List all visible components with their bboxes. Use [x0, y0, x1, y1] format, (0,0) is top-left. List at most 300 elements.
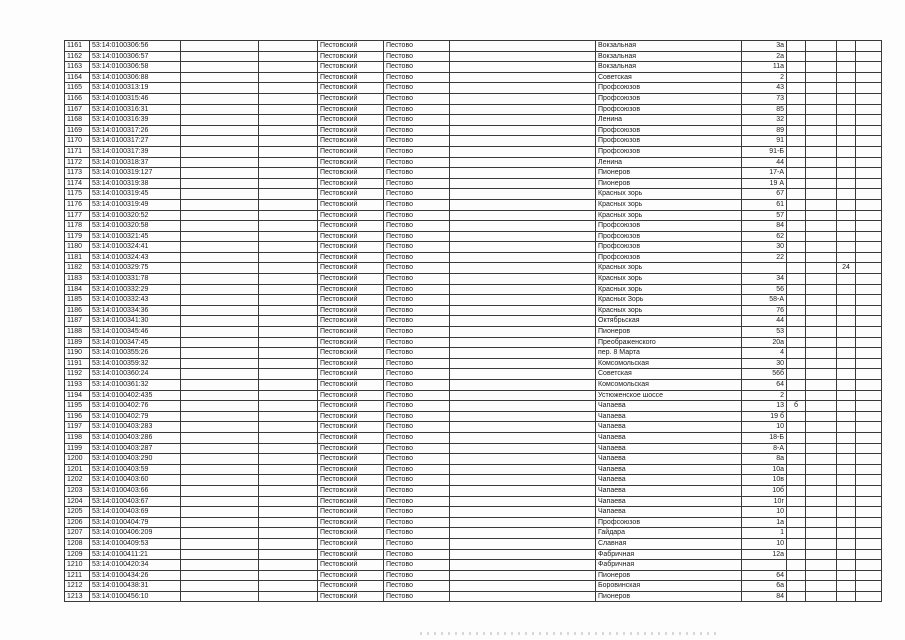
building-suffix-cell: [787, 115, 806, 126]
empty-cell: [181, 51, 259, 62]
empty-cell: [259, 316, 318, 327]
table-row: [65, 221, 882, 232]
district-cell: Пестовский: [318, 295, 384, 306]
cadastral-number-cell: 53:14:0100316:31: [90, 104, 181, 115]
empty-cell: [181, 591, 259, 602]
town-cell: Пестово: [384, 337, 450, 348]
empty-cell: [806, 104, 837, 115]
town-cell: Пестово: [384, 454, 450, 465]
building-suffix-cell: [787, 231, 806, 242]
empty-cell: [450, 591, 596, 602]
empty-cell: [259, 369, 318, 380]
empty-cell: [806, 475, 837, 486]
empty-cell: [856, 337, 882, 348]
row-number-cell: 1208: [65, 538, 90, 549]
row-number-cell: 1205: [65, 507, 90, 518]
district-cell: Пестовский: [318, 104, 384, 115]
row-number-cell: 1192: [65, 369, 90, 380]
street-cell: Чапаева: [596, 454, 742, 465]
street-cell: Вокзальная: [596, 62, 742, 73]
house-number-cell: 73: [742, 93, 787, 104]
house-number-cell: 44: [742, 316, 787, 327]
empty-cell: [181, 560, 259, 571]
house-number-cell: 2: [742, 390, 787, 401]
street-cell: Фабричная: [596, 549, 742, 560]
table-row: [65, 199, 882, 210]
empty-cell: [181, 327, 259, 338]
town-cell: Пестово: [384, 274, 450, 285]
row-number-cell: 1189: [65, 337, 90, 348]
street-cell: Ленина: [596, 157, 742, 168]
extra-number-cell: [837, 72, 856, 83]
empty-cell: [856, 199, 882, 210]
empty-cell: [806, 390, 837, 401]
table-row: [65, 581, 882, 592]
empty-cell: [181, 72, 259, 83]
district-cell: Пестовский: [318, 401, 384, 412]
district-cell: Пестовский: [318, 199, 384, 210]
empty-cell: [856, 358, 882, 369]
cadastral-number-cell: 53:14:0100332:43: [90, 295, 181, 306]
empty-cell: [450, 284, 596, 295]
building-suffix-cell: [787, 358, 806, 369]
building-suffix-cell: [787, 538, 806, 549]
cadastral-number-cell: 53:14:0100320:52: [90, 210, 181, 221]
empty-cell: [806, 432, 837, 443]
town-cell: Пестово: [384, 411, 450, 422]
street-cell: Вокзальная: [596, 51, 742, 62]
empty-cell: [856, 390, 882, 401]
town-cell: Пестово: [384, 157, 450, 168]
house-number-cell: 91-Б: [742, 146, 787, 157]
cadastral-number-cell: 53:14:0100319:45: [90, 189, 181, 200]
empty-cell: [806, 507, 837, 518]
row-number-cell: 1212: [65, 581, 90, 592]
empty-cell: [259, 51, 318, 62]
building-suffix-cell: [787, 581, 806, 592]
building-suffix-cell: [787, 496, 806, 507]
empty-cell: [806, 369, 837, 380]
street-cell: Чапаева: [596, 432, 742, 443]
district-cell: Пестовский: [318, 348, 384, 359]
district-cell: Пестовский: [318, 517, 384, 528]
table-row: [65, 104, 882, 115]
empty-cell: [806, 274, 837, 285]
district-cell: Пестовский: [318, 157, 384, 168]
extra-number-cell: [837, 168, 856, 179]
street-cell: Красных зорь: [596, 274, 742, 285]
building-suffix-cell: [787, 125, 806, 136]
building-suffix-cell: [787, 295, 806, 306]
empty-cell: [181, 496, 259, 507]
row-number-cell: 1166: [65, 93, 90, 104]
table-row: [65, 422, 882, 433]
street-cell: Боровинская: [596, 581, 742, 592]
cadastral-number-cell: 53:14:0100306:58: [90, 62, 181, 73]
empty-cell: [856, 538, 882, 549]
house-number-cell: 4: [742, 348, 787, 359]
row-number-cell: 1176: [65, 199, 90, 210]
empty-cell: [181, 125, 259, 136]
row-number-cell: 1179: [65, 231, 90, 242]
empty-cell: [259, 337, 318, 348]
empty-cell: [856, 443, 882, 454]
table-row: [65, 549, 882, 560]
building-suffix-cell: [787, 380, 806, 391]
street-cell: Октябрьская: [596, 316, 742, 327]
extra-number-cell: [837, 305, 856, 316]
building-suffix-cell: [787, 591, 806, 602]
house-number-cell: 43: [742, 83, 787, 94]
house-number-cell: 84: [742, 221, 787, 232]
table-row: [65, 432, 882, 443]
building-suffix-cell: [787, 199, 806, 210]
extra-number-cell: [837, 454, 856, 465]
cadastral-number-cell: 53:14:0100306:56: [90, 41, 181, 52]
empty-cell: [181, 485, 259, 496]
district-cell: Пестовский: [318, 93, 384, 104]
town-cell: Пестово: [384, 443, 450, 454]
building-suffix-cell: [787, 507, 806, 518]
extra-number-cell: [837, 432, 856, 443]
town-cell: Пестово: [384, 210, 450, 221]
building-suffix-cell: [787, 570, 806, 581]
empty-cell: [856, 581, 882, 592]
extra-number-cell: [837, 549, 856, 560]
empty-cell: [806, 41, 837, 52]
table-row: [65, 295, 882, 306]
district-cell: Пестовский: [318, 549, 384, 560]
table-row: [65, 316, 882, 327]
extra-number-cell: [837, 348, 856, 359]
cadastral-number-cell: 53:14:0100420:34: [90, 560, 181, 571]
town-cell: Пестово: [384, 221, 450, 232]
row-number-cell: 1182: [65, 263, 90, 274]
cadastral-number-cell: 53:14:0100318:37: [90, 157, 181, 168]
empty-cell: [259, 528, 318, 539]
empty-cell: [856, 517, 882, 528]
building-suffix-cell: [787, 274, 806, 285]
empty-cell: [450, 72, 596, 83]
row-number-cell: 1199: [65, 443, 90, 454]
street-cell: Профсоюзов: [596, 517, 742, 528]
empty-cell: [181, 199, 259, 210]
extra-number-cell: [837, 83, 856, 94]
cadastral-number-cell: 53:14:0100341:30: [90, 316, 181, 327]
empty-cell: [259, 62, 318, 73]
empty-cell: [450, 242, 596, 253]
extra-number-cell: [837, 358, 856, 369]
cadastral-number-cell: 53:14:0100403:66: [90, 485, 181, 496]
row-number-cell: 1191: [65, 358, 90, 369]
street-cell: Красных зорь: [596, 189, 742, 200]
house-number-cell: 56б: [742, 369, 787, 380]
table-row: [65, 464, 882, 475]
empty-cell: [806, 411, 837, 422]
empty-cell: [806, 581, 837, 592]
house-number-cell: 11а: [742, 62, 787, 73]
district-cell: Пестовский: [318, 454, 384, 465]
building-suffix-cell: [787, 221, 806, 232]
empty-cell: [259, 136, 318, 147]
building-suffix-cell: [787, 305, 806, 316]
empty-cell: [259, 348, 318, 359]
district-cell: Пестовский: [318, 581, 384, 592]
empty-cell: [181, 242, 259, 253]
empty-cell: [259, 41, 318, 52]
town-cell: Пестово: [384, 570, 450, 581]
row-number-cell: 1194: [65, 390, 90, 401]
empty-cell: [259, 549, 318, 560]
empty-cell: [806, 485, 837, 496]
empty-cell: [806, 316, 837, 327]
house-number-cell: 22: [742, 252, 787, 263]
empty-cell: [259, 199, 318, 210]
empty-cell: [259, 591, 318, 602]
extra-number-cell: [837, 93, 856, 104]
extra-number-cell: [837, 401, 856, 412]
house-number-cell: 58-А: [742, 295, 787, 306]
cadastral-number-cell: 53:14:0100315:46: [90, 93, 181, 104]
table-row: [65, 146, 882, 157]
empty-cell: [856, 189, 882, 200]
town-cell: Пестово: [384, 125, 450, 136]
extra-number-cell: [837, 231, 856, 242]
town-cell: Пестово: [384, 72, 450, 83]
cadastral-number-cell: 53:14:0100403:283: [90, 422, 181, 433]
building-suffix-cell: [787, 369, 806, 380]
building-suffix-cell: [787, 485, 806, 496]
row-number-cell: 1177: [65, 210, 90, 221]
empty-cell: [259, 581, 318, 592]
street-cell: Гайдара: [596, 528, 742, 539]
row-number-cell: 1190: [65, 348, 90, 359]
extra-number-cell: [837, 390, 856, 401]
building-suffix-cell: [787, 83, 806, 94]
town-cell: Пестово: [384, 549, 450, 560]
empty-cell: [259, 570, 318, 581]
house-number-cell: [742, 263, 787, 274]
house-number-cell: 13: [742, 401, 787, 412]
house-number-cell: 91: [742, 136, 787, 147]
empty-cell: [450, 316, 596, 327]
cadastral-number-cell: 53:14:0100434:26: [90, 570, 181, 581]
street-cell: Славная: [596, 538, 742, 549]
extra-number-cell: 24: [837, 263, 856, 274]
empty-cell: [450, 337, 596, 348]
empty-cell: [181, 93, 259, 104]
empty-cell: [181, 168, 259, 179]
extra-number-cell: [837, 443, 856, 454]
empty-cell: [856, 549, 882, 560]
empty-cell: [856, 496, 882, 507]
extra-number-cell: [837, 136, 856, 147]
building-suffix-cell: [787, 517, 806, 528]
empty-cell: [450, 305, 596, 316]
empty-cell: [450, 538, 596, 549]
building-suffix-cell: [787, 390, 806, 401]
table-row: [65, 231, 882, 242]
row-number-cell: 1193: [65, 380, 90, 391]
street-cell: Чапаева: [596, 401, 742, 412]
empty-cell: [450, 274, 596, 285]
empty-cell: [806, 51, 837, 62]
empty-cell: [450, 327, 596, 338]
empty-cell: [259, 210, 318, 221]
row-number-cell: 1210: [65, 560, 90, 571]
table-row: [65, 337, 882, 348]
empty-cell: [181, 401, 259, 412]
empty-cell: [181, 115, 259, 126]
district-cell: Пестовский: [318, 115, 384, 126]
empty-cell: [856, 422, 882, 433]
table-row: [65, 51, 882, 62]
table-row: [65, 274, 882, 285]
district-cell: Пестовский: [318, 432, 384, 443]
table-row: [65, 528, 882, 539]
empty-cell: [856, 125, 882, 136]
empty-cell: [259, 475, 318, 486]
cadastral-number-cell: 53:14:0100319:38: [90, 178, 181, 189]
cadastral-number-cell: 53:14:0100403:290: [90, 454, 181, 465]
extra-number-cell: [837, 189, 856, 200]
empty-cell: [181, 305, 259, 316]
cadastral-number-cell: 53:14:0100319:49: [90, 199, 181, 210]
empty-cell: [806, 93, 837, 104]
town-cell: Пестово: [384, 62, 450, 73]
house-number-cell: [742, 560, 787, 571]
extra-number-cell: [837, 41, 856, 52]
building-suffix-cell: [787, 263, 806, 274]
town-cell: Пестово: [384, 369, 450, 380]
district-cell: Пестовский: [318, 485, 384, 496]
empty-cell: [181, 464, 259, 475]
empty-cell: [856, 305, 882, 316]
empty-cell: [856, 221, 882, 232]
empty-cell: [450, 560, 596, 571]
empty-cell: [450, 411, 596, 422]
empty-cell: [450, 41, 596, 52]
street-cell: Красных зорь: [596, 210, 742, 221]
table-row: [65, 358, 882, 369]
empty-cell: [806, 591, 837, 602]
building-suffix-cell: [787, 146, 806, 157]
empty-cell: [181, 369, 259, 380]
empty-cell: [806, 72, 837, 83]
empty-cell: [259, 93, 318, 104]
town-cell: Пестово: [384, 242, 450, 253]
table-row: [65, 327, 882, 338]
empty-cell: [259, 104, 318, 115]
building-suffix-cell: б: [787, 401, 806, 412]
district-cell: Пестовский: [318, 369, 384, 380]
empty-cell: [259, 252, 318, 263]
extra-number-cell: [837, 528, 856, 539]
table-row: [65, 62, 882, 73]
table-row: [65, 496, 882, 507]
street-cell: Чапаева: [596, 475, 742, 486]
table-row: [65, 72, 882, 83]
table-row: [65, 411, 882, 422]
cadastral-number-cell: 53:14:0100360:24: [90, 369, 181, 380]
table-row: [65, 517, 882, 528]
house-number-cell: 67: [742, 189, 787, 200]
house-number-cell: 1а: [742, 517, 787, 528]
empty-cell: [450, 168, 596, 179]
town-cell: Пестово: [384, 284, 450, 295]
empty-cell: [856, 284, 882, 295]
empty-cell: [450, 295, 596, 306]
empty-cell: [856, 242, 882, 253]
town-cell: Пестово: [384, 581, 450, 592]
empty-cell: [181, 41, 259, 52]
house-number-cell: 12а: [742, 549, 787, 560]
district-cell: Пестовский: [318, 189, 384, 200]
house-number-cell: 61: [742, 199, 787, 210]
empty-cell: [181, 83, 259, 94]
empty-cell: [181, 549, 259, 560]
empty-cell: [259, 358, 318, 369]
house-number-cell: 19 б: [742, 411, 787, 422]
extra-number-cell: [837, 210, 856, 221]
street-cell: Профсоюзов: [596, 125, 742, 136]
empty-cell: [450, 528, 596, 539]
empty-cell: [181, 528, 259, 539]
empty-cell: [450, 263, 596, 274]
empty-cell: [450, 62, 596, 73]
empty-cell: [806, 401, 837, 412]
row-number-cell: 1172: [65, 157, 90, 168]
street-cell: Чапаева: [596, 496, 742, 507]
empty-cell: [181, 348, 259, 359]
town-cell: Пестово: [384, 496, 450, 507]
town-cell: Пестово: [384, 358, 450, 369]
empty-cell: [806, 136, 837, 147]
house-number-cell: 85: [742, 104, 787, 115]
street-cell: Советская: [596, 72, 742, 83]
cadastral-number-cell: 53:14:0100331:78: [90, 274, 181, 285]
row-number-cell: 1201: [65, 464, 90, 475]
extra-number-cell: [837, 369, 856, 380]
town-cell: Пестово: [384, 528, 450, 539]
empty-cell: [259, 507, 318, 518]
empty-cell: [806, 199, 837, 210]
empty-cell: [856, 252, 882, 263]
district-cell: Пестовский: [318, 146, 384, 157]
cadastral-number-cell: 53:14:0100403:287: [90, 443, 181, 454]
house-number-cell: 62: [742, 231, 787, 242]
house-number-cell: 2: [742, 72, 787, 83]
row-number-cell: 1163: [65, 62, 90, 73]
empty-cell: [450, 189, 596, 200]
extra-number-cell: [837, 221, 856, 232]
table-row: [65, 348, 882, 359]
empty-cell: [181, 432, 259, 443]
empty-cell: [856, 274, 882, 285]
building-suffix-cell: [787, 41, 806, 52]
table-row: [65, 401, 882, 412]
town-cell: Пестово: [384, 507, 450, 518]
building-suffix-cell: [787, 136, 806, 147]
street-cell: Комсомольская: [596, 380, 742, 391]
town-cell: Пестово: [384, 485, 450, 496]
empty-cell: [259, 517, 318, 528]
register-body: [65, 41, 882, 602]
cadastral-number-cell: 53:14:0100404:79: [90, 517, 181, 528]
house-number-cell: 57: [742, 210, 787, 221]
house-number-cell: 3а: [742, 41, 787, 52]
cadastral-number-cell: 53:14:0100324:41: [90, 242, 181, 253]
